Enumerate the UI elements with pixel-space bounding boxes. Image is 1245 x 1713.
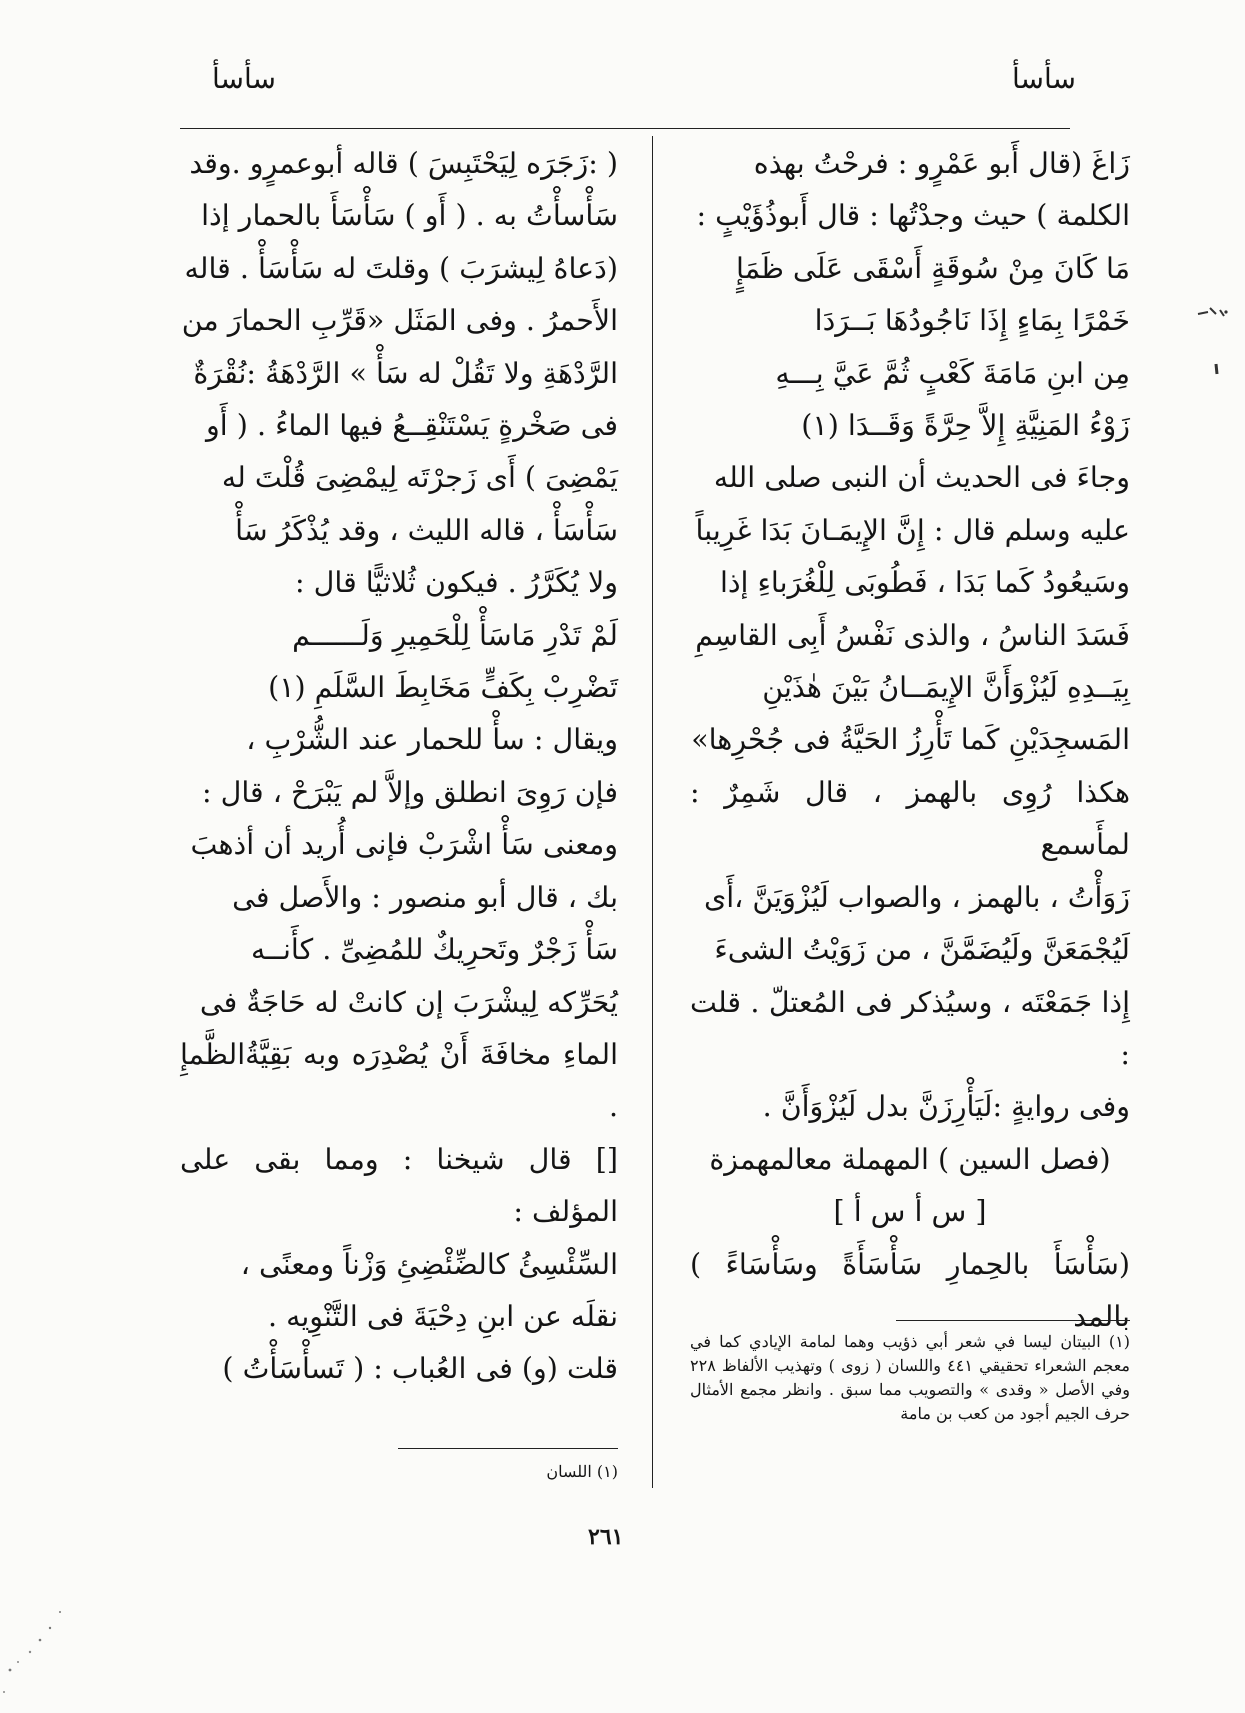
text-line: إِذا جَمَعْتَه ، وسيُذكر فى المُعتلّ . قلت :	[690, 985, 1130, 1071]
verse-line: لَمْ تَدْرِ مَاسَأْ لِلْحَمِيرِ وَلَــــــم	[292, 618, 618, 652]
text-line: عليه وسلم قال : إِنَّ الإِيمَـانَ بَدَا غَرِيباً	[695, 513, 1130, 547]
text-line: وجاءَ فى الحديث أن النبى صلى الله	[713, 461, 1130, 495]
text-line: الماءِ مخافَةَ أَنْ يُصْدِرَه وبه بَقِيَّةُالظَّمإِ .	[180, 1037, 618, 1124]
text-line: (سَأْسَأَ بالحِمارِ سَأْسَأَةً وسَأْسَاءً ) بالمد	[690, 1247, 1130, 1333]
text-line: زَاغَ (قال أَبو عَمْرٍو : فرحْتُ بهذه	[753, 147, 1130, 180]
footnote-right: (١) البيتان ليسا في شعر أبي ذؤيب وهما لمامة الإيادي كما في معجم الشعراء تحقيقي ٤٤١ واللسان ( زوى ) وتهذيب الألفاظ ٢٢٨ وفي الأصل « وقدى » والتصويب مما سبق . وانظر مجمع الأمثال حرف الجيم أجود من كعب بن مامة	[690, 1332, 1130, 1423]
text-line: زَوَأْتُ ، بالهمز ، والصواب لَيُزْوَيَنَّ ،أَى	[703, 880, 1130, 914]
text-line: لَيُجْمَعَنَّ ولَيُضَمَّنَّ ، من زَوَيْتُ الشىءَ	[714, 933, 1130, 967]
text-line: الكلمة ) حيث وجدْتُها : قال أَبوذُؤَيْبٍ :	[696, 199, 1130, 233]
text-line: ولا يُكَرَّرُ . فيكون ثُلاثيًّا قال :	[295, 566, 618, 600]
text-line: سَأْسَأْ ، قاله الليث ، وقد يُذْكَرُ سَأْ	[235, 513, 618, 547]
verse-line: خَمْرًا بِمَاءٍ إِذَا نَاجُودُهَا بَــرَدَا	[814, 304, 1130, 338]
page-number: ٢٦١	[588, 1524, 624, 1550]
margin-ink-mark	[1196, 300, 1236, 380]
text-line: بِيَــدِهِ لَيُزْوَأَنَّ الإِيمَــانُ بَيْنَ هٰذَيْنِ	[762, 671, 1130, 705]
text-line: ويقال : سأْ للحمار عند الشُّرْبِ ،	[246, 723, 618, 757]
text-line: ( :زَجَرَه لِيَحْتَبِسَ ) قاله أبوعمرٍو .وقد	[189, 147, 618, 180]
text-line: بك ، قال أبو منصور : والأَصل فى	[232, 880, 618, 914]
corner-stain	[0, 1600, 80, 1700]
right-column	[690, 138, 1130, 1343]
footnote-left: (١) اللسان	[546, 1462, 618, 1481]
section-heading: (فصل السين ) المهملة معالمهمزة	[709, 1142, 1111, 1176]
text-line: سَأْ زَجْرٌ وتَحرِيكٌ للمُضِىِّ . كأَنــه	[250, 933, 618, 967]
addition-line: نقلَه عن ابنِ دِحْيَةَ فى التَّنْوِيه .	[267, 1299, 618, 1333]
header-word-left: سأسأ	[212, 62, 276, 95]
column-divider	[652, 136, 653, 1488]
verse-line: مَا كَانَ مِنْ سُوقَةٍ أَسْقَى عَلَى ظَمَإٍ	[736, 251, 1130, 285]
text-line: ومعنى سَأْ اشْرَبْ فإنى أُريد أن أذهبَ	[190, 828, 618, 862]
addition-line: قلت (و) فى العُباب : ( تَسأْسَأْتُ )	[222, 1352, 618, 1386]
addition-line: [] قال شيخنا : ومما بقى على المؤلف :	[180, 1142, 618, 1229]
text-line: وفى روايةٍ :لَيَأْرِزَنَّ بدل لَيُزْوَأَنَّ .	[762, 1090, 1130, 1124]
text-line: هكذا رُوِى بالهمز ، قال شَمِرٌ : لمأَسمع	[690, 775, 1130, 862]
header-word-right: سأسأ	[1012, 62, 1076, 95]
header-rule	[180, 128, 1070, 129]
text-line: سَأْسأْتُ به . ( أَو ) سَأْسَأَ بالحمار إذا	[201, 199, 618, 233]
verse-line: زَوْءُ المَنِيَّةِ إِلاَّ حِرَّةً وَقَــدَا (١)	[801, 409, 1130, 443]
left-column	[180, 138, 618, 1396]
footnote-rule-left	[398, 1448, 618, 1449]
text-line: يَمْضِىَ ) أَى زَجرْتَه لِيمْضِىَ قُلْتَ له	[221, 461, 618, 495]
text-line: الرَّدْهَةِ ولا تَقُلْ له سَأْ » الرَّدْهَةُ :نُقْرَةٌ	[193, 356, 618, 390]
text-line: وسَيعُودُ كَما بَدَا ، فَطُوبَى لِلْغُرَباءِ إذا	[719, 566, 1130, 600]
text-line: المَسجِدَيْنِ كَما تَأْرِزُ الحَيَّةُ فى جُحْرِها»	[691, 723, 1130, 757]
text-line: يُحَرِّكه لِيشْرَبَ إن كانتْ له حَاجَةٌ فى	[199, 985, 618, 1019]
entry-heading: [ س أ س أ ]	[833, 1195, 987, 1229]
text-line: (دَعاهُ لِيشرَبَ ) وقلتَ له سَأْسَأْ . قاله	[184, 251, 618, 285]
verse-line: مِن ابنِ مَامَةَ كَعْبٍ ثُمَّ عَيَّ بِـــهِ	[775, 356, 1130, 390]
footnote-rule-right	[896, 1320, 1130, 1321]
text-line: فإن رَوِىَ انطلق وإلاَّ لم يَبْرَحْ ، قال :	[201, 775, 618, 809]
text-line: فى صَخْرةٍ يَسْتَنْقِــعُ فيها الماءُ . ( أَو	[206, 409, 618, 443]
verse-line: تَضْرِبْ بِكَفٍّ مَخَابِطَ السَّلَمِ (١)	[268, 671, 618, 705]
text-line: فَسَدَ الناسُ ، والذى نَفْسُ أَبِى القاسِمِ	[695, 618, 1130, 652]
addition-line: السِّئْسِئُ كالضِّئْضِئِ وَزْناً ومعنًى ،	[240, 1247, 618, 1281]
text-line: الأَحمرُ . وفى المَثَل «قَرِّبِ الحمارَ من	[181, 304, 618, 338]
